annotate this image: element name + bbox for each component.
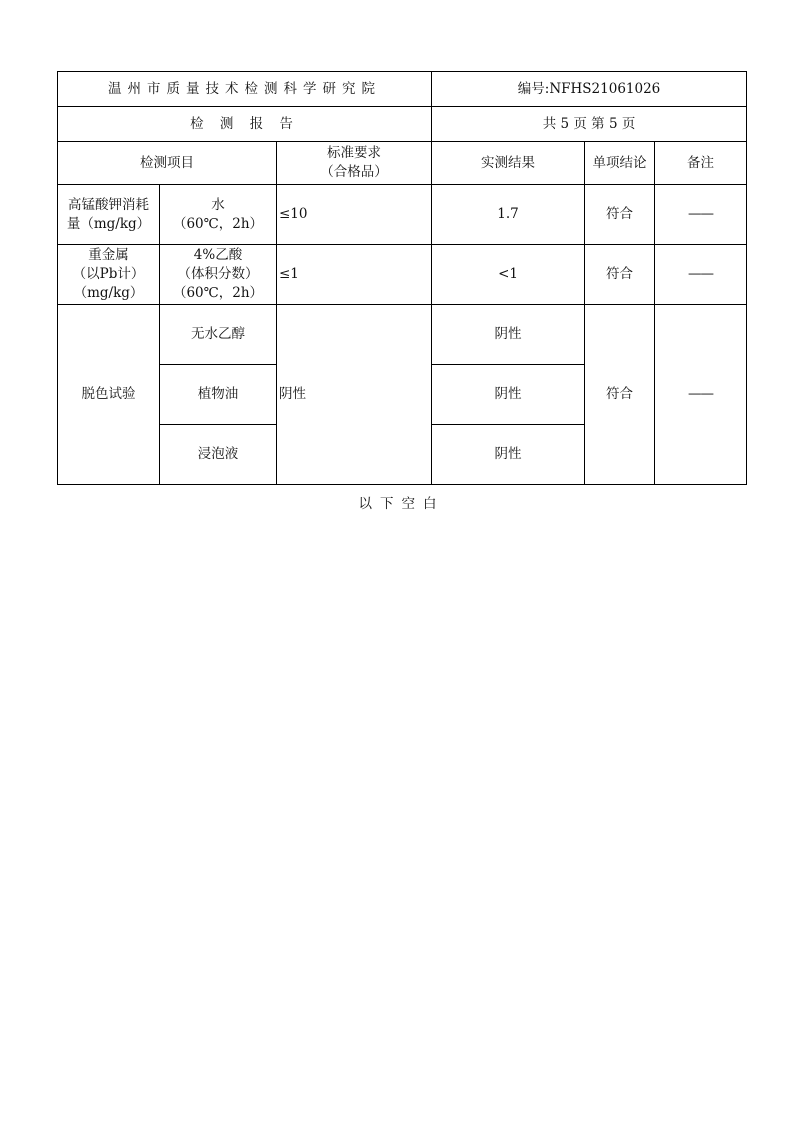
decolor-sub-name: 植物油 xyxy=(160,365,277,425)
test-condition-line: （体积分数） xyxy=(177,266,259,282)
col-remark: 备注 xyxy=(655,142,747,185)
test-condition-line: 4%乙酸 xyxy=(193,247,243,263)
standard-value: ≤1 xyxy=(277,245,432,305)
item-name-line: 量（mg/kg） xyxy=(66,215,151,232)
item-name xyxy=(58,245,160,305)
test-condition-line: （60℃，2h） xyxy=(172,215,264,232)
decolor-conclusion: 符合 xyxy=(585,305,655,485)
test-condition-line: 水 xyxy=(211,196,225,213)
decolor-standard: 阴性 xyxy=(277,305,432,485)
col-result: 实测结果 xyxy=(432,142,585,185)
col-standard xyxy=(277,142,432,185)
report-title: 检 测 报 告 xyxy=(58,107,432,142)
report-serial-number: 编号:NFHS21061026 xyxy=(432,72,747,107)
remark-value: —— xyxy=(655,185,747,245)
table-row xyxy=(58,245,747,305)
decolor-sub-result: 阴性 xyxy=(432,425,585,485)
item-name xyxy=(58,185,160,245)
item-name-line: 重金属 xyxy=(88,247,129,263)
decolor-remark: —— xyxy=(655,305,747,485)
header-row-2 xyxy=(58,107,747,142)
result-value: 1.7 xyxy=(432,185,585,245)
col-conclusion: 单项结论 xyxy=(585,142,655,185)
decolor-sub-result: 阴性 xyxy=(432,365,585,425)
table-row xyxy=(58,185,747,245)
page-info: 共 5 页 第 5 页 xyxy=(432,107,747,142)
test-condition xyxy=(160,185,277,245)
conclusion-value: 符合 xyxy=(585,245,655,305)
institute-name: 温州市质量技术检测科学研究院 xyxy=(58,72,432,107)
decolor-item-name: 脱色试验 xyxy=(58,305,160,485)
remark-value: —— xyxy=(655,245,747,305)
item-name-line: （以Pb计） xyxy=(72,266,145,282)
decolor-sub-result: 阴性 xyxy=(432,305,585,365)
item-name-line: （mg/kg） xyxy=(73,285,144,301)
result-value: <1 xyxy=(432,245,585,305)
header-row-1 xyxy=(58,72,747,107)
decolor-sub-name: 浸泡液 xyxy=(160,425,277,485)
test-condition xyxy=(160,245,277,305)
test-condition-line: （60℃，2h） xyxy=(172,285,264,301)
report-page xyxy=(57,71,746,512)
col-standard-line2: （合格品） xyxy=(320,164,388,180)
test-report-table xyxy=(57,71,747,485)
column-header-row xyxy=(58,142,747,185)
item-name-line: 高锰酸钾消耗 xyxy=(68,196,149,213)
standard-value: ≤10 xyxy=(277,185,432,245)
decolor-sub-name: 无水乙醇 xyxy=(160,305,277,365)
blank-below-note: 以下空白 xyxy=(358,496,445,512)
table-row xyxy=(58,305,747,365)
col-test-item: 检测项目 xyxy=(58,142,277,185)
conclusion-value: 符合 xyxy=(585,185,655,245)
col-standard-line1: 标准要求 xyxy=(327,145,381,161)
